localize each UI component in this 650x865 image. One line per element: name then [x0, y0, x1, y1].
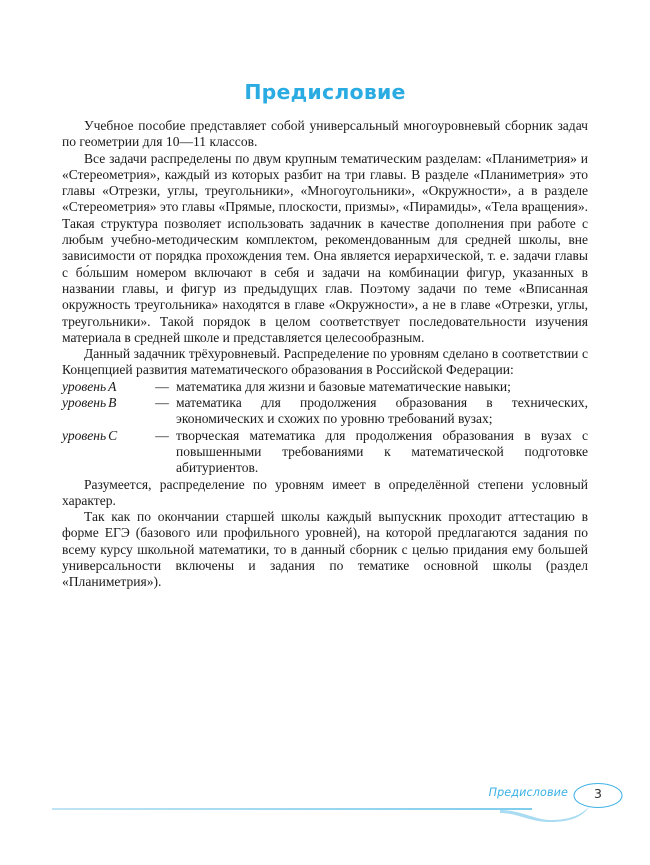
levels-list [62, 379, 588, 477]
level-item-b [62, 395, 588, 428]
level-label-b: уровень B [62, 395, 117, 411]
page-footer [0, 786, 650, 836]
page-body [62, 118, 588, 591]
paragraph-structure: Все задачи распределены по двум крупным тематическим разделам: «Планиметрия» и «Стереометрия», каждый из которых разбит на три главы. В разделе «Планиметрия» это главы «Отрезки, углы, треугольники», «Многоугольники», «Окружности», а в разделе «Стереометрия» это главы «Прямые, плоскости, призмы», «Пирамиды», «Тела вращения». Такая структура позволяет использовать задачник в качестве дополнения при работе с любым учебно-методическим комплектом, рекомендованным для средней школы, вне зависимости от порядка прохождения тем. Она является иерархической, т. е. задачи главы с бо́льшим номером включают в себя и задачи на комбинации фигур, указанных в названии главы, и фигур из предыдущих глав. Поэтому задачи по теме «Вписанная окружность треугольника» находятся в главе «Окружности», а не в главе «Отрезки, углы, треугольники». Такой порядок в целом соответствует последовательности изучения материала в средней школе и представляется целесообразным. [62, 150, 588, 345]
level-dash-b: — [155, 395, 169, 411]
footer-rule [52, 808, 532, 810]
level-text-a: математика для жизни и базовые математические навыки; [176, 378, 511, 394]
level-item-c [62, 428, 588, 477]
page-number-badge [573, 782, 623, 809]
paragraph-conditional: Разумеется, распределение по уровням имеет в определённой степени условный характер. [62, 476, 588, 508]
level-letter-b: B [108, 395, 117, 411]
level-dash-a: — [155, 378, 169, 394]
level-letter-a: A [108, 378, 117, 394]
paragraph-intro: Учебное пособие представляет собой универсальный многоуровневый сборник задач по геометрии для 10—11 классов. [62, 118, 588, 150]
level-label-c: уровень C [62, 427, 118, 443]
level-item-a [62, 379, 588, 395]
footer-section-label: Предисловие [488, 786, 568, 799]
level-label-a: уровень A [62, 378, 117, 394]
paragraph-ege: Так как по окончании старшей школы каждый выпускник проходит аттестацию в форме ЕГЭ (базового или профильного уровней), на которой предлагаются задания по всему курсу школьной математики, то в данный сборник с целью придания ему большей универсальности включены и задания по тематике основной школы (раздел «Планиметрия»). [62, 509, 588, 590]
page-title: Предисловие [244, 79, 406, 104]
level-text-c: творческая математика для продолжения образования в вузах с повышенными требованиями к математической подготовке абитуриентов. [176, 427, 588, 476]
paragraph-levels-intro: Данный задачник трёхуровневый. Распределение по уровням сделано в соответствии с Концепцией развития математического образования в Российской Федерации: [62, 346, 588, 378]
level-letter-c: C [108, 427, 118, 443]
page-number: 3 [594, 786, 602, 801]
level-text-b: математика для продолжения образования в технических, экономических и схожих по уровню требований вузах; [176, 395, 588, 427]
level-dash-c: — [155, 427, 169, 443]
